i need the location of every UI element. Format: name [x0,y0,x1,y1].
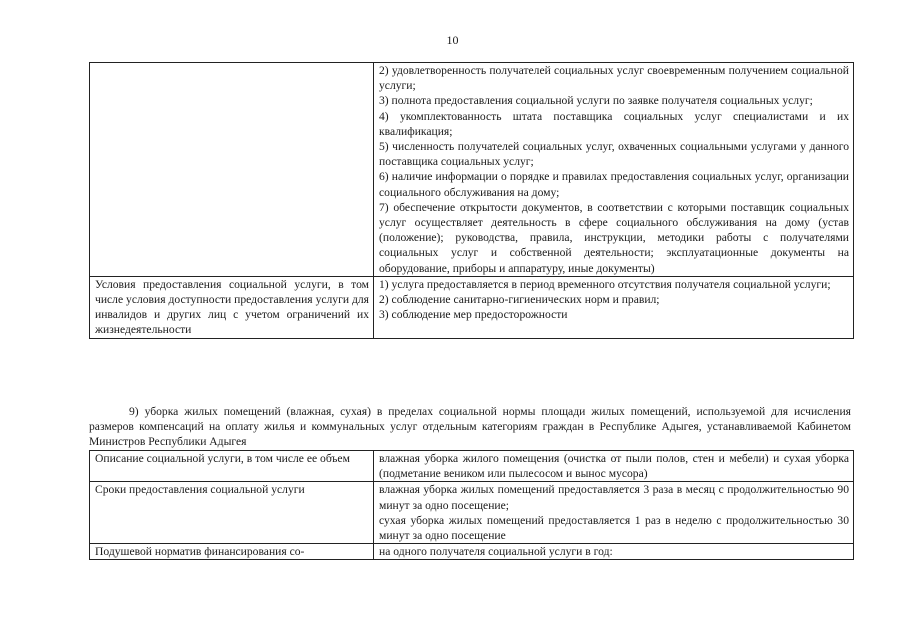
cleaning-service-table [89,450,854,560]
table-row [90,63,854,277]
service-standards-table-continued [89,62,854,339]
list-item: сухая уборка жилых помещений предоставляется 1 раз в неделю с продолжительностью 30 минут за одно посещение [379,513,849,543]
table-cell-value [374,276,854,338]
list-item: 5) численность получателей социальных услуг, охваченных социальными услугами у данного поставщика социальных услуг; [379,140,849,169]
list-item: 3) полнота предоставления социальной услуги по заявке получателя социальных услуг; [379,94,813,108]
table-cell-value: на одного получателя социальной услуги в год: [374,544,854,560]
section-heading-paragraph: 9) уборка жилых помещений (влажная, сухая) в пределах социальной нормы площади жилых помещений, используемой для исчисления размеров компенсаций на оплату жилья и коммунальных услуг отдельным категориям граждан в Республике Адыгея, устанавливаемой Кабинетом Министров Республики Адыгея [89,405,851,449]
list-item: 6) наличие информации о порядке и правилах предоставления социальных услуг, организации социального обслуживания на дому; [379,170,849,199]
table-cell-value [374,482,854,544]
table-cell-value [374,63,854,277]
list-item: 1) услуга предоставляется в период временного отсутствия получателя социальной услуги; [379,277,831,291]
list-item: 2) соблюдение санитарно-гигиенических норм и правил; [379,293,660,307]
table-row [90,451,854,482]
page-number: 10 [446,33,459,47]
table-cell-label: Подушевой норматив финансирования со- [90,544,374,560]
list-item: 7) обеспечение открытости документов, в соответствии с которыми поставщик социальных услуг осуществляет деятельность в сфере социального обслуживания на дому (устав (положение); руководства, правила, инструкции, методики работы с получателями социальных услуг и собственной деятельности; эксплуатационные документы на оборудование, приборы и аппаратуру, иные документы) [379,200,849,275]
table-cell-label: Описание социальной услуги, в том числе ее объем [90,451,374,482]
table-row [90,482,854,544]
table-cell-label: Сроки предоставления социальной услуги [90,482,374,544]
table-row [90,544,854,560]
table-cell-label [90,63,374,277]
list-item: 4) укомплектованность штата поставщика социальных услуг специалистами и их квалификация; [379,109,849,138]
list-item: 3) соблюдение мер предосторожности [379,308,568,322]
table-cell-value: влажная уборка жилого помещения (очистка от пыли полов, стен и мебели) и сухая уборка (подметание веником или пылесосом и вынос мусора) [374,451,854,482]
table-row [90,276,854,338]
list-item: влажная уборка жилых помещений предоставляется 3 раза в месяц с продолжительностью 90 минут за одно посещение; [379,483,849,512]
table-cell-label: Условия предоставления социальной услуги, в том числе условия доступности предоставления услуги для инвалидов и других лиц с учетом ограничений их жизнедеятельности [90,276,374,338]
list-item: 2) удовлетворенность получателей социальных услуг своевременным получением социальной услуги; [379,64,849,93]
